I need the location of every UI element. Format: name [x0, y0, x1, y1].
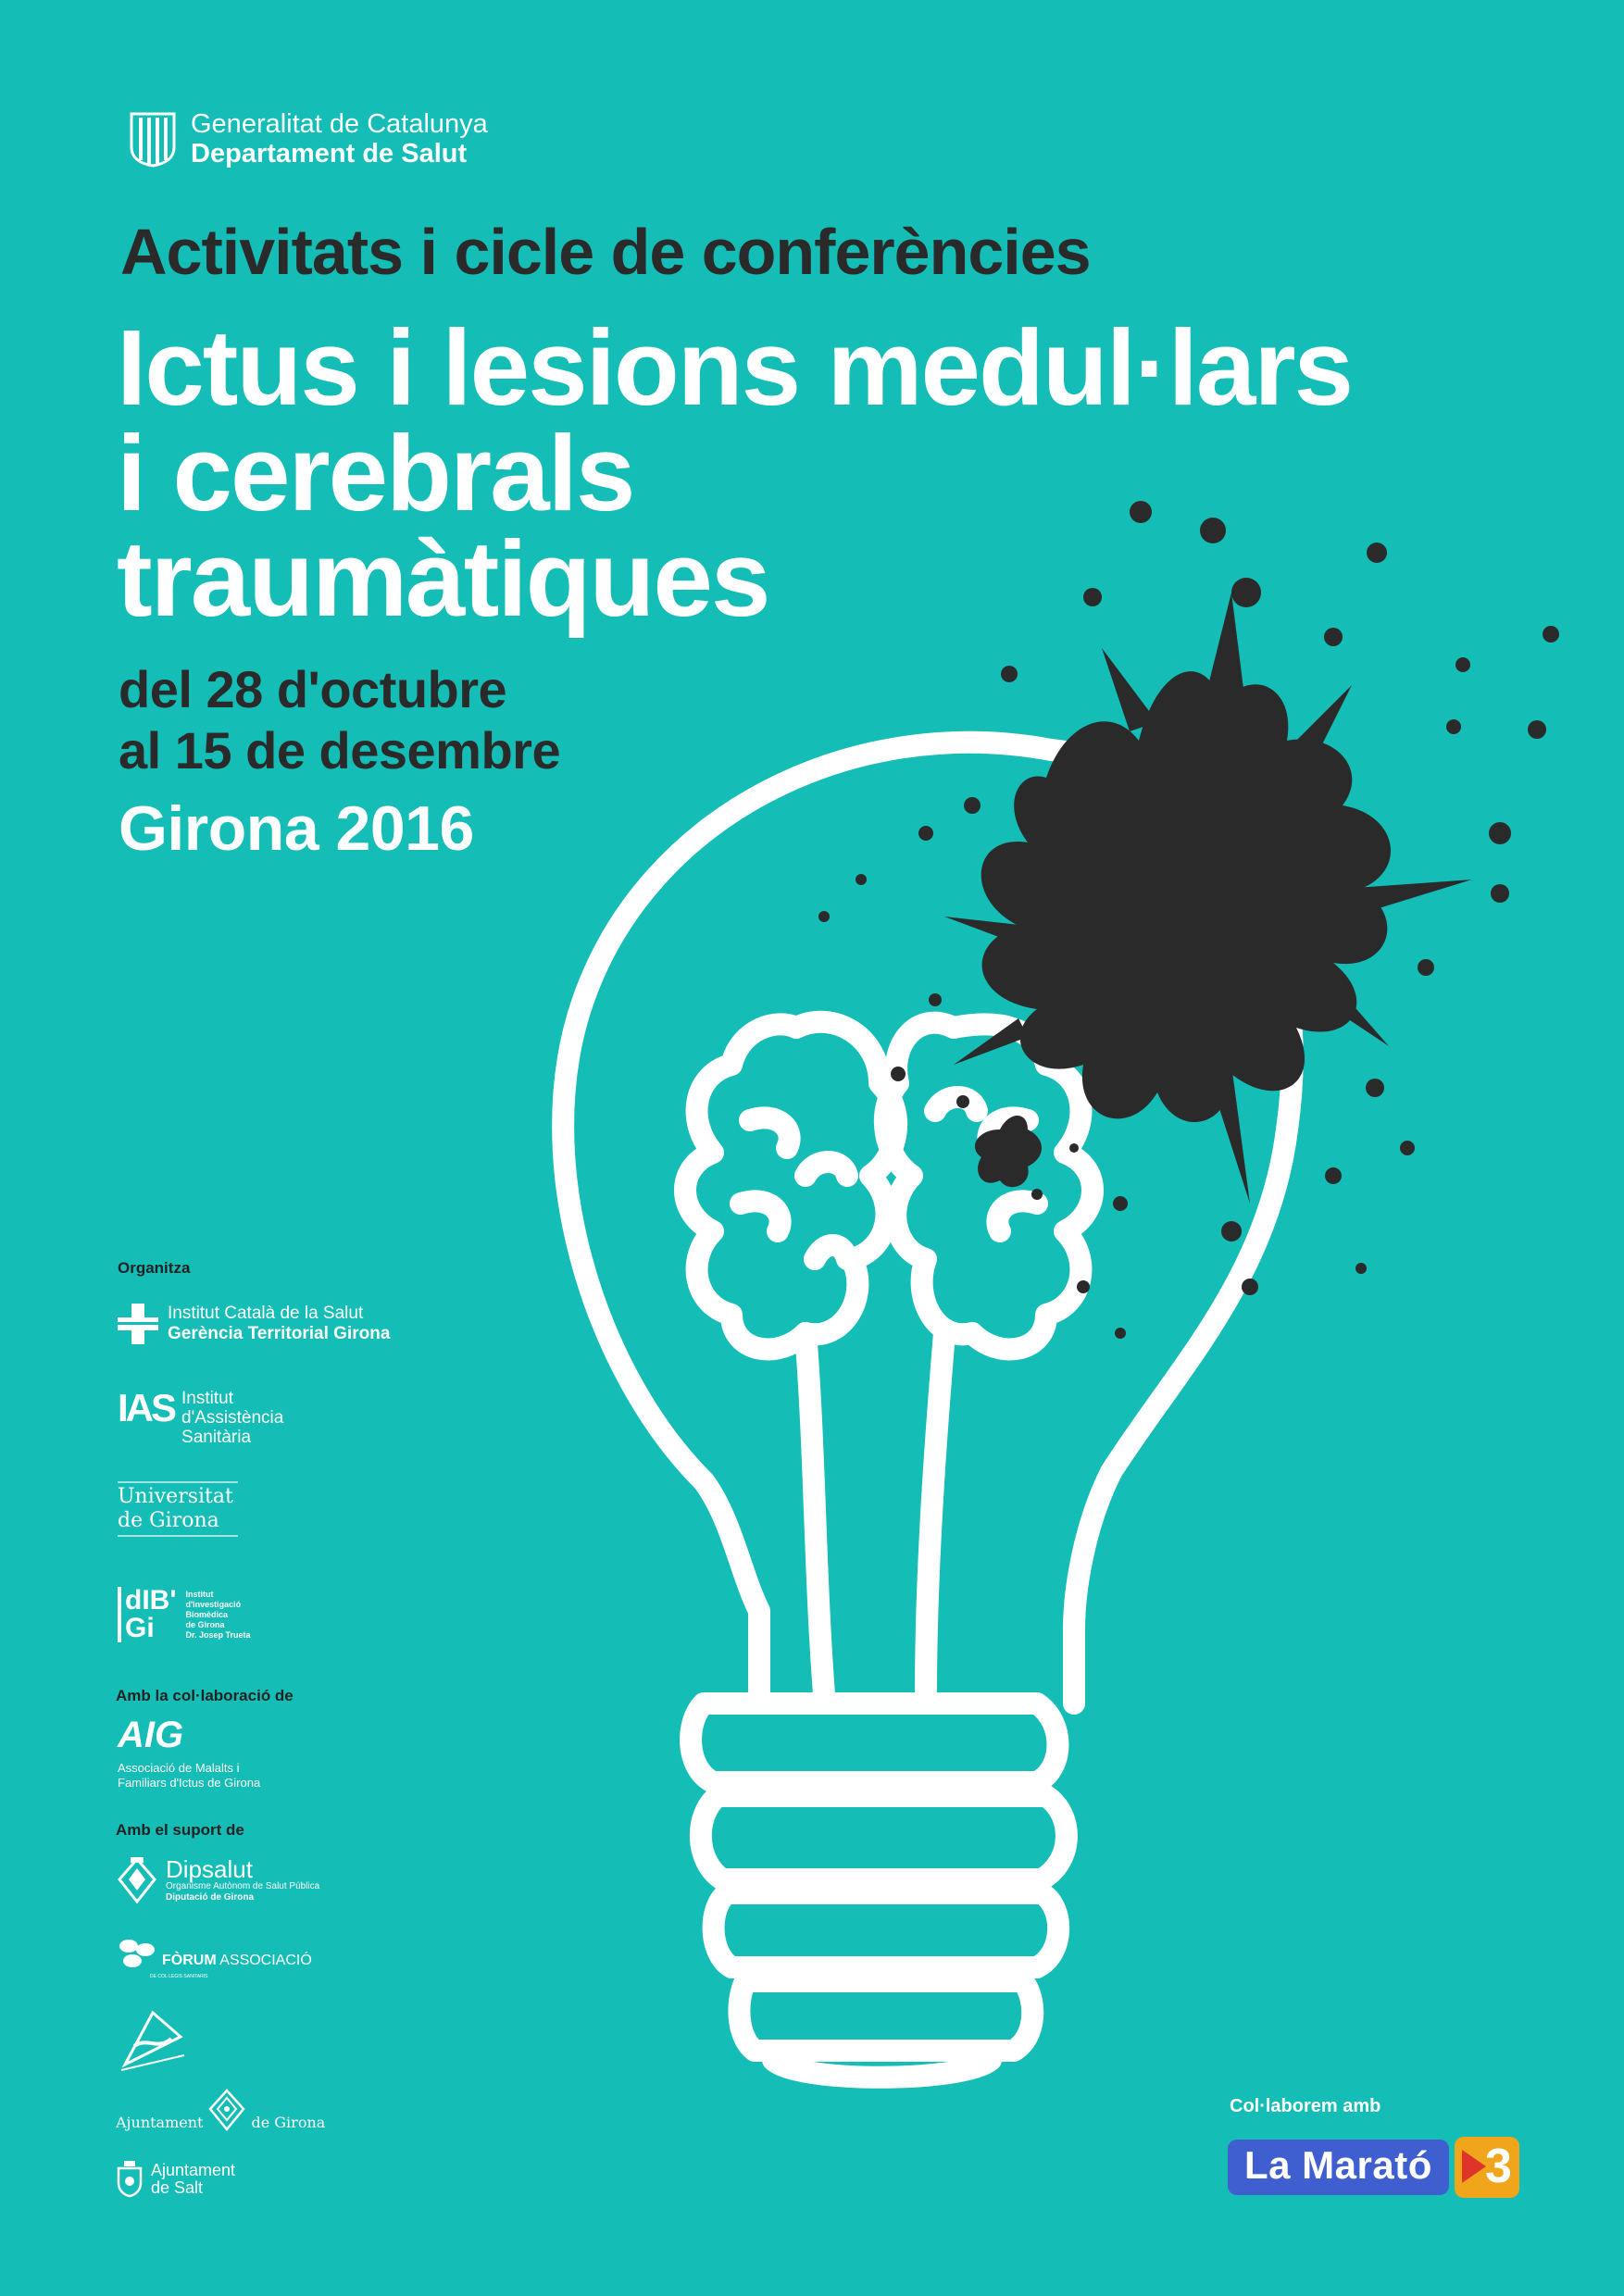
dipsalut-shield-icon	[118, 1857, 156, 1903]
forum-rest: ASSOCIACIÓ	[216, 1953, 312, 1968]
ics-logo	[118, 1304, 390, 1344]
idibgi-line-2: d'Investigació	[185, 1599, 242, 1609]
ajuntament-girona-shield-icon	[208, 2089, 245, 2131]
ias-line-3: Sanitària	[181, 1428, 252, 1447]
forum-icon	[116, 1935, 156, 1972]
collaboration-label: Amb la col·laboració de	[116, 1687, 294, 1704]
dipsalut-sub-1: Organisme Autònom de Salut Pública	[166, 1881, 320, 1891]
udg-line-1: Universitat	[118, 1485, 233, 1508]
ajsalt-line-2: de Salt	[151, 2178, 204, 2197]
support-label: Amb el suport de	[116, 1821, 244, 1839]
ias-mark: IAS	[118, 1386, 175, 1429]
event-title	[117, 307, 1580, 639]
ias-logo	[118, 1386, 284, 1447]
ajgirona-left: Ajuntament	[116, 2114, 204, 2131]
ics-line-2: Gerència Territorial Girona	[168, 1324, 391, 1343]
ajuntament-salt-shield-icon	[116, 2161, 144, 2198]
event-dates	[119, 659, 560, 781]
dipsalut-logo	[118, 1857, 319, 1903]
aig-line-2: Familiars d'Ictus de Girona	[118, 1776, 261, 1790]
ias-line-2: d'Assistència	[181, 1408, 284, 1428]
generalitat-logo-icon	[128, 110, 178, 168]
dipsalut-sub-2: Diputació de Girona	[166, 1892, 255, 1903]
generalitat-name: Generalitat de Catalunya	[191, 109, 488, 139]
aig-line-1: Associació de Malalts i	[118, 1761, 240, 1775]
dates-line-1: del 28 d'octubre	[119, 660, 507, 718]
ias-line-1: Institut	[181, 1389, 233, 1408]
ajsalt-line-1: Ajuntament	[151, 2161, 236, 2179]
tv3-logo-icon	[1455, 2137, 1519, 2198]
ics-cross-icon	[118, 1304, 158, 1344]
dates-line-2: al 15 de desembre	[119, 721, 561, 780]
forum-bold: FÒRUM	[162, 1953, 217, 1968]
ajuntament-girona-logo	[116, 2089, 325, 2131]
idibgi-mark-1: dIB'	[125, 1585, 177, 1616]
aig-description	[118, 1761, 260, 1791]
idibgi-line-1: Institut	[185, 1589, 214, 1599]
department-name: Departament de Salut	[191, 139, 468, 169]
marato-name: La Marató	[1228, 2140, 1449, 2195]
ajgirona-right: de Girona	[251, 2114, 326, 2131]
title-line-3: traumàtiques	[117, 518, 769, 639]
marato-logo	[1228, 2137, 1519, 2198]
aig-logo: AIG	[118, 1715, 184, 1755]
event-subtitle: Activitats i cicle de conferències	[120, 216, 1091, 288]
auditori-logo-icon	[116, 2009, 190, 2076]
ics-line-1: Institut Català de la Salut	[168, 1304, 364, 1323]
title-line-2: i cerebrals	[117, 413, 634, 533]
idibgi-line-3: Biomèdica	[185, 1609, 228, 1619]
idibgi-mark-2: Gi	[125, 1613, 155, 1643]
ajuntament-salt-logo	[116, 2161, 235, 2198]
forum-subtitle: DE COL·LEGIS SANITARIS	[150, 1974, 208, 1979]
marato-label: Col·laborem amb	[1230, 2096, 1381, 2116]
udg-logo	[118, 1481, 238, 1537]
title-line-1: Ictus i lesions medul·lars	[117, 307, 1352, 428]
event-city-year: Girona 2016	[119, 793, 474, 864]
forum-logo	[116, 1935, 312, 1972]
dipsalut-name: Dipsalut	[166, 1855, 253, 1883]
udg-line-2: de Girona	[118, 1509, 219, 1532]
generalitat-header	[128, 109, 488, 169]
tv3-channel-number: 3	[1484, 2140, 1512, 2193]
idibgi-line-5: Dr. Josep Trueta	[185, 1629, 251, 1640]
idibgi-logo	[118, 1587, 251, 1642]
organitza-label: Organitza	[118, 1259, 191, 1277]
idibgi-line-4: de Girona	[185, 1619, 225, 1629]
